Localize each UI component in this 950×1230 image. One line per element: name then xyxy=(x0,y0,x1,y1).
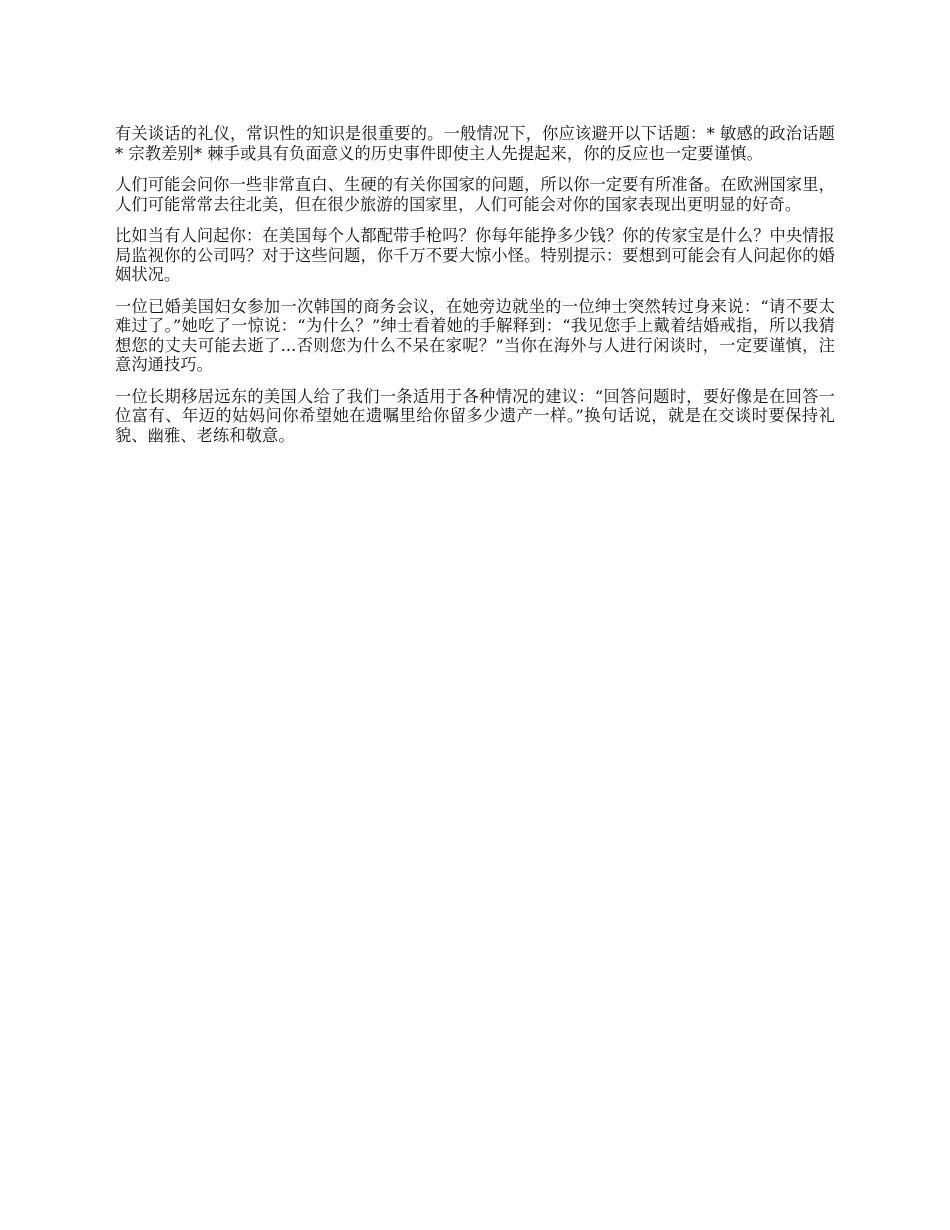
paragraph-direct-questions: 人们可能会问你一些非常直白、生硬的有关你国家的问题，所以你一定要有所准备。在欧洲国家里，人们可能常常去往北美，但在很少旅游的国家里，人们可能会对你的国家表现出更明显的好奇。 xyxy=(115,175,835,214)
paragraph-advice: 一位长期移居远东的美国人给了我们一条适用于各种情况的建议：“回答问题时，要好像是在回答一位富有、年迈的姑妈问你希望她在遗嘱里给你留多少遗产一样。”换句话说，就是在交谈时要保持礼貌、幽雅、老练和敬意。 xyxy=(115,386,835,445)
paragraph-example-questions: 比如当有人问起你：在美国每个人都配带手枪吗？你每年能挣多少钱？你的传家宝是什么？中央情报局监视你的公司吗？对于这些问题，你千万不要大惊小怪。特别提示：要想到可能会有人问起你的婚姻状况。 xyxy=(115,226,835,284)
paragraph-conversation-etiquette: 有关谈话的礼仪，常识性的知识是很重要的。一般情况下，你应该避开以下话题：* 敏感的政治话题* 宗教差别* 棘手或具有负面意义的历史事件即使主人先提起来，你的反应也一定要谨慎。 xyxy=(115,124,835,163)
document-body xyxy=(115,124,835,457)
paragraph-korea-anecdote: 一位已婚美国妇女参加一次韩国的商务会议，在她旁边就坐的一位绅士突然转过身来说：“请不要太难过了。”她吃了一惊说：“为什么？”绅士看着她的手解释到：“我见您手上戴着结婚戒指，所以我猜想您的丈夫可能去逝了...否则您为什么不呆在家呢？”当你在海外与人进行闲谈时，一定要谨慎，注意沟通技巧。 xyxy=(115,296,835,374)
